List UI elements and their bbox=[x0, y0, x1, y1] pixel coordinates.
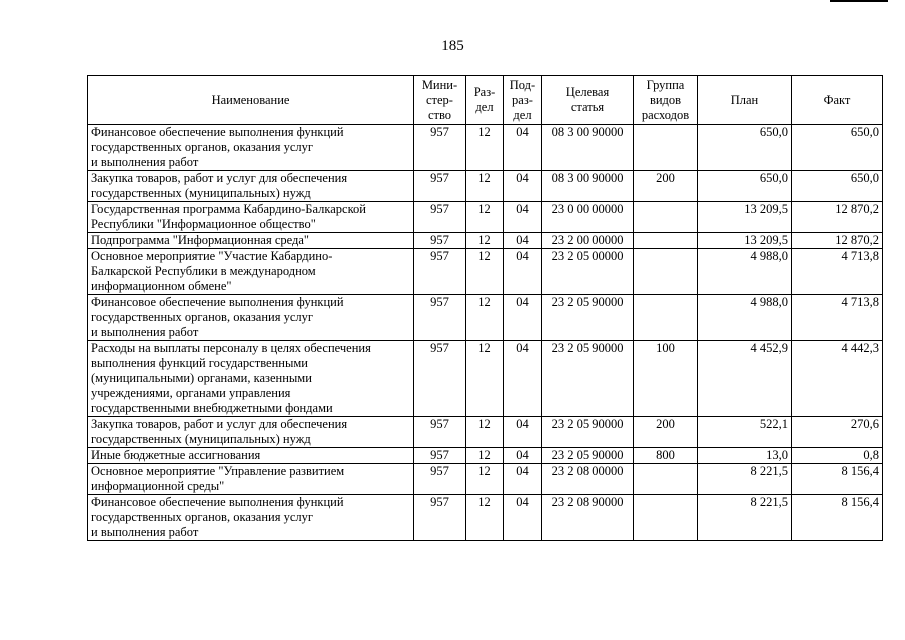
cell-expense-group: 200 bbox=[634, 171, 698, 202]
cell-subsection: 04 bbox=[504, 448, 542, 464]
cell-section: 12 bbox=[466, 125, 504, 171]
table-row bbox=[88, 171, 883, 202]
header-target-label: Целевая статья bbox=[565, 85, 610, 114]
header-plan bbox=[698, 76, 792, 125]
cell-subsection: 04 bbox=[504, 464, 542, 495]
cell-fact: 650,0 bbox=[792, 171, 883, 202]
cell-name: Основное мероприятие "Участие Кабардино- Балкарской Республики в международном информационном обмене" bbox=[88, 249, 414, 295]
cell-expense-group bbox=[634, 295, 698, 341]
cell-target: 08 3 00 90000 bbox=[542, 171, 634, 202]
cell-plan: 13 209,5 bbox=[698, 233, 792, 249]
header-section-label: Раз- дел bbox=[473, 85, 496, 114]
table-row bbox=[88, 233, 883, 249]
cell-name: Основное мероприятие "Управление развитием информационной среды" bbox=[88, 464, 414, 495]
cell-expense-group: 100 bbox=[634, 341, 698, 417]
header-plan-label: План bbox=[730, 92, 759, 107]
cell-name: Финансовое обеспечение выполнения функций государственных органов, оказания услуг и выполнения работ bbox=[88, 295, 414, 341]
cell-fact: 8 156,4 bbox=[792, 495, 883, 541]
table-header-row bbox=[88, 76, 883, 125]
cell-ministry: 957 bbox=[414, 125, 466, 171]
cell-plan: 650,0 bbox=[698, 171, 792, 202]
top-edge-line bbox=[830, 0, 888, 2]
cell-expense-group bbox=[634, 464, 698, 495]
cell-section: 12 bbox=[466, 448, 504, 464]
cell-plan: 8 221,5 bbox=[698, 495, 792, 541]
header-fact bbox=[792, 76, 883, 125]
cell-name: Государственная программа Кабардино-Балкарской Республики "Информационное общество" bbox=[88, 202, 414, 233]
cell-target: 23 2 05 90000 bbox=[542, 417, 634, 448]
cell-ministry: 957 bbox=[414, 249, 466, 295]
cell-target: 23 2 05 00000 bbox=[542, 249, 634, 295]
header-ministry bbox=[414, 76, 466, 125]
cell-subsection: 04 bbox=[504, 233, 542, 249]
table-row bbox=[88, 125, 883, 171]
cell-section: 12 bbox=[466, 233, 504, 249]
table-row bbox=[88, 417, 883, 448]
cell-target: 23 2 00 00000 bbox=[542, 233, 634, 249]
cell-ministry: 957 bbox=[414, 464, 466, 495]
header-name-label: Наименование bbox=[211, 92, 290, 107]
table-row bbox=[88, 464, 883, 495]
cell-fact: 4 442,3 bbox=[792, 341, 883, 417]
cell-target: 08 3 00 90000 bbox=[542, 125, 634, 171]
table-row bbox=[88, 495, 883, 541]
cell-ministry: 957 bbox=[414, 341, 466, 417]
cell-fact: 0,8 bbox=[792, 448, 883, 464]
cell-target: 23 2 05 90000 bbox=[542, 295, 634, 341]
cell-expense-group bbox=[634, 249, 698, 295]
cell-expense-group: 800 bbox=[634, 448, 698, 464]
header-section bbox=[466, 76, 504, 125]
cell-expense-group bbox=[634, 495, 698, 541]
cell-target: 23 2 08 90000 bbox=[542, 495, 634, 541]
header-fact-label: Факт bbox=[823, 92, 851, 107]
cell-expense-group bbox=[634, 202, 698, 233]
cell-plan: 8 221,5 bbox=[698, 464, 792, 495]
cell-section: 12 bbox=[466, 171, 504, 202]
budget-table bbox=[87, 75, 883, 541]
cell-target: 23 2 08 00000 bbox=[542, 464, 634, 495]
cell-subsection: 04 bbox=[504, 125, 542, 171]
cell-section: 12 bbox=[466, 417, 504, 448]
cell-subsection: 04 bbox=[504, 295, 542, 341]
cell-fact: 12 870,2 bbox=[792, 233, 883, 249]
table-row bbox=[88, 448, 883, 464]
header-subsection-label: Под- раз- дел bbox=[509, 77, 536, 122]
cell-ministry: 957 bbox=[414, 417, 466, 448]
cell-ministry: 957 bbox=[414, 233, 466, 249]
header-ministry-label: Мини- стер- ство bbox=[421, 77, 458, 122]
cell-section: 12 bbox=[466, 202, 504, 233]
cell-plan: 4 452,9 bbox=[698, 341, 792, 417]
cell-expense-group: 200 bbox=[634, 417, 698, 448]
table-body bbox=[88, 125, 883, 541]
cell-name: Иные бюджетные ассигнования bbox=[88, 448, 414, 464]
cell-subsection: 04 bbox=[504, 417, 542, 448]
header-expense-group-label: Группа видов расходов bbox=[641, 77, 690, 122]
cell-name: Подпрограмма "Информационная среда" bbox=[88, 233, 414, 249]
cell-subsection: 04 bbox=[504, 202, 542, 233]
table-row bbox=[88, 249, 883, 295]
cell-fact: 4 713,8 bbox=[792, 249, 883, 295]
cell-subsection: 04 bbox=[504, 495, 542, 541]
page-number: 185 bbox=[441, 38, 464, 54]
cell-section: 12 bbox=[466, 464, 504, 495]
top-edge-mark bbox=[822, 0, 892, 3]
cell-fact: 4 713,8 bbox=[792, 295, 883, 341]
cell-ministry: 957 bbox=[414, 171, 466, 202]
cell-target: 23 2 05 90000 bbox=[542, 448, 634, 464]
cell-name: Расходы на выплаты персоналу в целях обеспечения выполнения функций государственными (муниципальными) органами, казенными учреждениями, органами управления государственными внебюджетными фондами bbox=[88, 341, 414, 417]
cell-fact: 12 870,2 bbox=[792, 202, 883, 233]
cell-expense-group bbox=[634, 125, 698, 171]
header-subsection bbox=[504, 76, 542, 125]
cell-name: Финансовое обеспечение выполнения функций государственных органов, оказания услуг и выполнения работ bbox=[88, 495, 414, 541]
cell-target: 23 0 00 00000 bbox=[542, 202, 634, 233]
cell-plan: 522,1 bbox=[698, 417, 792, 448]
header-name bbox=[88, 76, 414, 125]
cell-section: 12 bbox=[466, 295, 504, 341]
cell-name: Финансовое обеспечение выполнения функций государственных органов, оказания услуг и выполнения работ bbox=[88, 125, 414, 171]
cell-plan: 4 988,0 bbox=[698, 295, 792, 341]
cell-ministry: 957 bbox=[414, 495, 466, 541]
cell-fact: 8 156,4 bbox=[792, 464, 883, 495]
cell-ministry: 957 bbox=[414, 448, 466, 464]
cell-subsection: 04 bbox=[504, 171, 542, 202]
cell-plan: 13,0 bbox=[698, 448, 792, 464]
cell-fact: 270,6 bbox=[792, 417, 883, 448]
cell-ministry: 957 bbox=[414, 295, 466, 341]
table-row bbox=[88, 202, 883, 233]
table-row bbox=[88, 341, 883, 417]
cell-plan: 4 988,0 bbox=[698, 249, 792, 295]
cell-target: 23 2 05 90000 bbox=[542, 341, 634, 417]
table-row bbox=[88, 295, 883, 341]
cell-section: 12 bbox=[466, 341, 504, 417]
header-expense-group bbox=[634, 76, 698, 125]
cell-subsection: 04 bbox=[504, 249, 542, 295]
cell-section: 12 bbox=[466, 495, 504, 541]
cell-expense-group bbox=[634, 233, 698, 249]
cell-fact: 650,0 bbox=[792, 125, 883, 171]
cell-plan: 13 209,5 bbox=[698, 202, 792, 233]
header-target bbox=[542, 76, 634, 125]
cell-subsection: 04 bbox=[504, 341, 542, 417]
cell-ministry: 957 bbox=[414, 202, 466, 233]
cell-section: 12 bbox=[466, 249, 504, 295]
cell-plan: 650,0 bbox=[698, 125, 792, 171]
cell-name: Закупка товаров, работ и услуг для обеспечения государственных (муниципальных) нужд bbox=[88, 417, 414, 448]
cell-name: Закупка товаров, работ и услуг для обеспечения государственных (муниципальных) нужд bbox=[88, 171, 414, 202]
